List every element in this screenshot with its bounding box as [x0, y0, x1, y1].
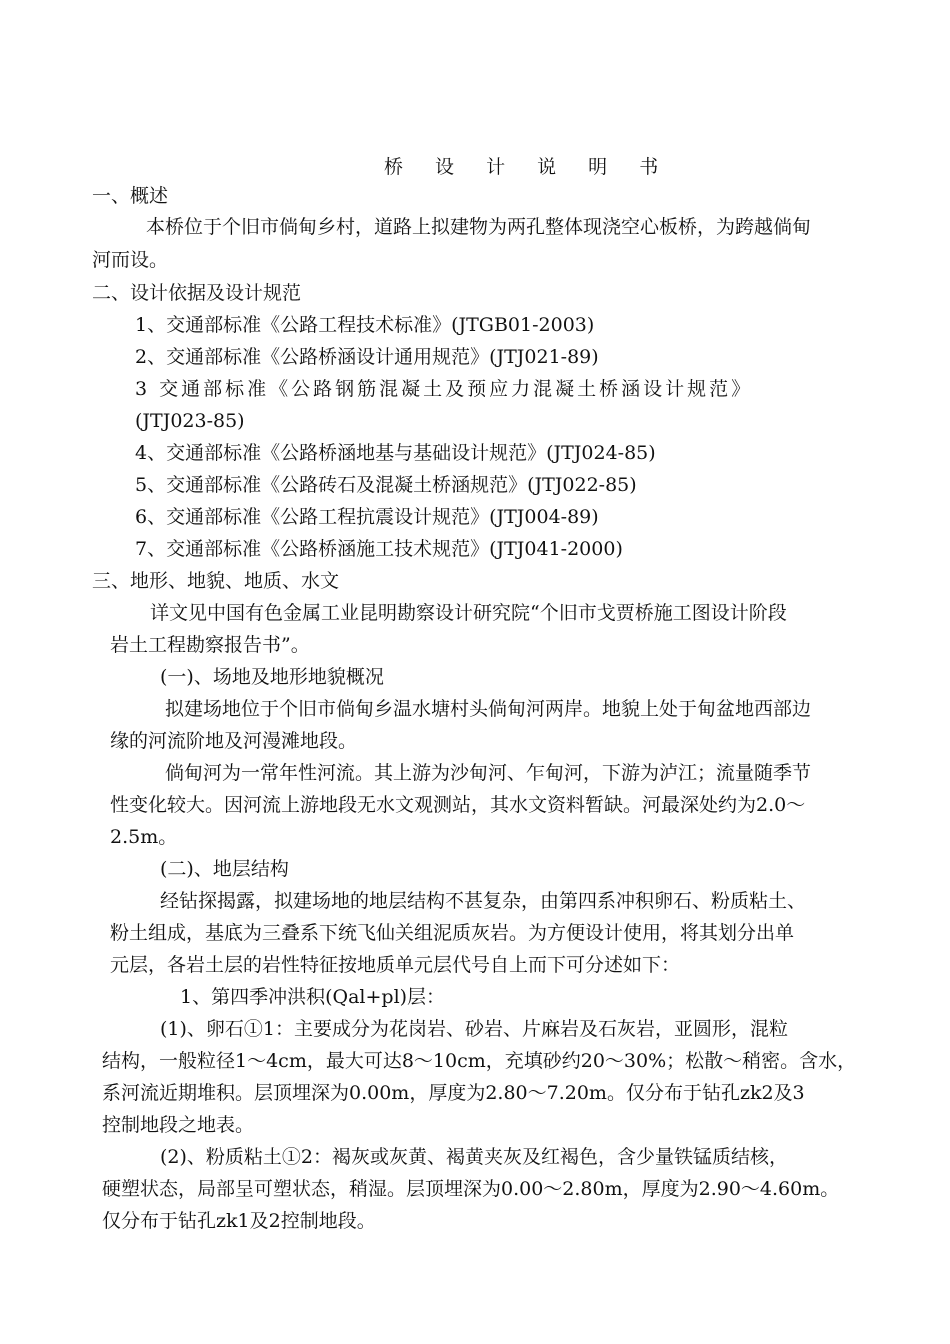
- site-paragraph-line-1: 拟建场地位于个旧市倘甸乡温水塘村头倘甸河两岸。地貌上处于甸盆地西部边: [165, 698, 812, 720]
- section-3-paragraph-1-line-1: 详文见中国有色金属工业昆明勘察设计研究院“个旧市戈贾桥施工图设计阶段: [150, 602, 787, 624]
- subsection-1-heading: (一)、场地及地形地貌概况: [160, 666, 384, 688]
- layer-heading: 1、第四季冲洪积(Qal+pl)层：: [180, 986, 446, 1008]
- section-1-heading: 一、概述: [92, 185, 169, 207]
- strata-paragraph-line-3: 元层，各岩土层的岩性特征按地质单元层代号自上而下可分述如下：: [110, 954, 681, 976]
- spec-item-4: 4、交通部标准《公路桥涵地基与基础设计规范》(JTJ024-85): [135, 442, 656, 464]
- clay-paragraph-line-2: 硬塑状态，局部呈可塑状态，稍湿。层顶埋深为0.00～2.80m，厚度为2.90～4.60m。: [102, 1178, 840, 1200]
- subsection-2-heading: (二)、地层结构: [160, 858, 289, 880]
- river-paragraph-line-1: 倘甸河为一常年性河流。其上游为沙甸河、乍甸河，下游为泸江；流量随季节: [165, 762, 812, 784]
- spec-item-2: 2、交通部标准《公路桥涵设计通用规范》(JTJ021-89): [135, 346, 599, 368]
- spec-item-3: 3 交通部标准《公路钢筋混凝土及预应力混凝土桥涵设计规范》: [135, 378, 754, 400]
- spec-item-7: 7、交通部标准《公路桥涵施工技术规范》(JTJ041-2000): [135, 538, 623, 560]
- spec-item-5: 5、交通部标准《公路砖石及混凝土桥涵规范》(JTJ022-85): [135, 474, 637, 496]
- strata-paragraph-line-2: 粉土组成，基底为三叠系下统飞仙关组泥质灰岩。为方便设计使用，将其划分出单: [110, 922, 795, 944]
- clay-paragraph-line-1: (2)、粉质粘土①2：褐灰或灰黄、褐黄夹灰及红褐色，含少量铁锰质结核，: [160, 1146, 789, 1168]
- gravel-paragraph-line-3: 系河流近期堆积。层顶埋深为0.00m，厚度为2.80～7.20m。仅分布于钻孔zk2及3: [102, 1082, 805, 1104]
- site-paragraph-line-2: 缘的河流阶地及河漫滩地段。: [110, 730, 358, 752]
- gravel-paragraph-line-2: 结构，一般粒径1～4cm，最大可达8～10cm，充填砂约20～30%；松散～稍密。含水，: [102, 1050, 857, 1072]
- document-title: 桥 设 计 说 明 书: [384, 156, 672, 178]
- section-1-paragraph-line-2: 河而设。: [92, 249, 169, 271]
- section-3-paragraph-1-line-2: 岩土工程勘察报告书”。: [110, 634, 310, 656]
- section-3-heading: 三、地形、地貌、地质、水文: [92, 570, 340, 592]
- spec-item-1: 1、交通部标准《公路工程技术标准》(JTGB01-2003): [135, 314, 595, 336]
- strata-paragraph-line-1: 经钻探揭露，拟建场地的地层结构不甚复杂，由第四系冲积卵石、粉质粘土、: [160, 890, 807, 912]
- river-paragraph-line-2: 性变化较大。因河流上游地段无水文观测站，其水文资料暂缺。河最深处约为2.0～: [110, 794, 806, 816]
- section-1-paragraph-line-1: 本桥位于个旧市倘甸乡村，道路上拟建物为两孔整体现浇空心板桥，为跨越倘甸: [146, 216, 812, 238]
- section-2-heading: 二、设计依据及设计规范: [92, 282, 302, 304]
- gravel-paragraph-line-1: (1)、卵石①1：主要成分为花岗岩、砂岩、片麻岩及石灰岩，亚圆形，混粒: [160, 1018, 789, 1040]
- clay-paragraph-line-3: 仅分布于钻孔zk1及2控制地段。: [102, 1210, 376, 1232]
- river-paragraph-line-3: 2.5m。: [110, 826, 178, 848]
- spec-item-3-code: (JTJ023-85): [135, 410, 245, 432]
- spec-item-6: 6、交通部标准《公路工程抗震设计规范》(JTJ004-89): [135, 506, 599, 528]
- gravel-paragraph-line-4: 控制地段之地表。: [102, 1114, 255, 1136]
